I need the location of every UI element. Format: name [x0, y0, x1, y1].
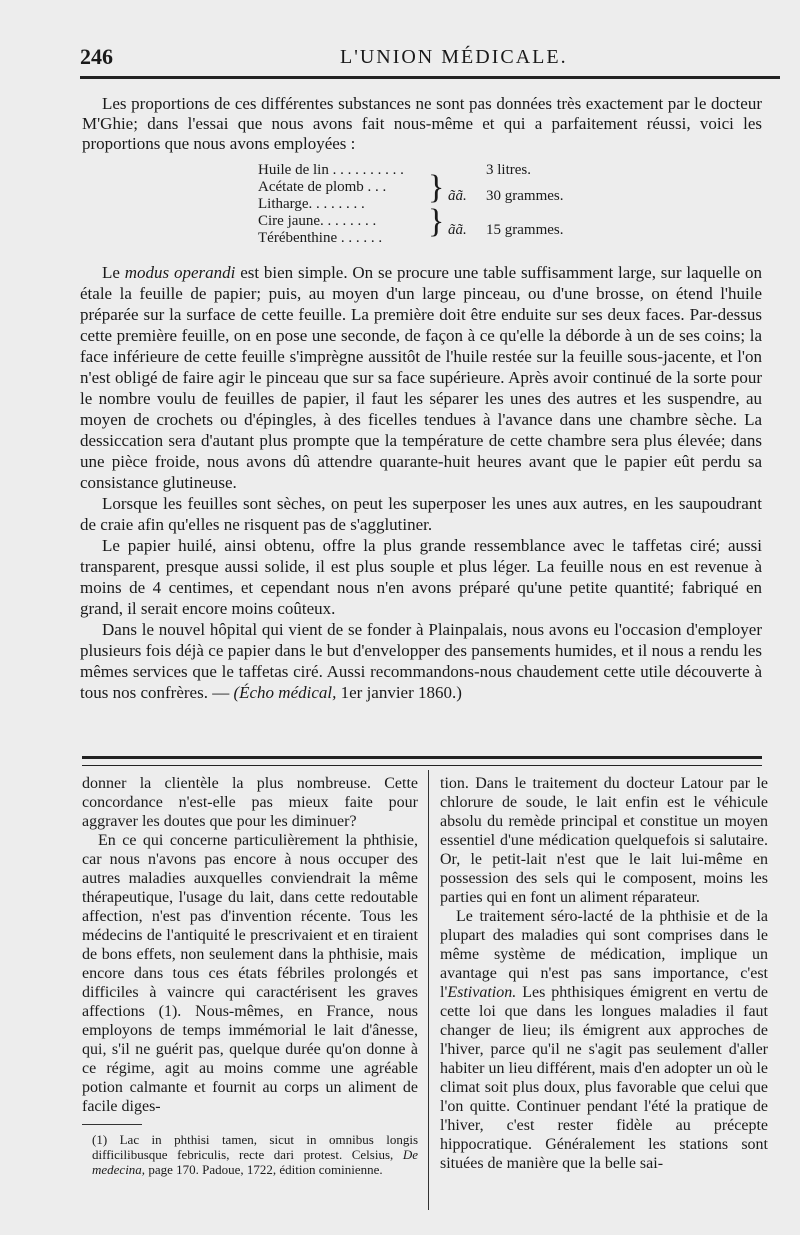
group-quantity: 30 grammes. [486, 188, 564, 204]
paragraph-modus-operandi [80, 262, 762, 493]
article-body [80, 262, 762, 703]
page-header [80, 44, 760, 74]
paragraph-hospital [80, 619, 762, 703]
left-column [82, 774, 418, 1116]
ingredient-label: Térébenthine . . . . . . [258, 230, 383, 246]
text-span: page 170. Padoue, 1722, édition cominienne. [145, 1162, 383, 1177]
right-paragraph-2 [440, 907, 768, 1173]
brace-glyph: } [428, 169, 445, 206]
paragraph-drying: Lorsque les feuilles sont sèches, on peut les superposer les unes aux autres, en les saupoudrant de craie afin qu'elles ne risquent pas de s'agglutiner. [80, 494, 762, 534]
text-span: (1) Lac in phthisi tamen, sicut in omnibus longis difficilibusque febriculis, recte dari protest. Celsius, [92, 1132, 418, 1162]
italic-citation: (Écho médical, [233, 683, 337, 702]
group-quantity: 15 grammes. [486, 222, 564, 238]
left-paragraph-2: En ce qui concerne particulièrement la phthisie, car nous n'avons pas encore à nous occuper des autres maladies auxquelles conviendrait la même thérapeutique, l'usage du lait, dans cette redoutable affection, n'est pas d'invention récente. Tous les médecins de l'antiquité le prescrivaient et en tiraient de bons effets, non seulement dans la phthisie, mais encore dans tous ces états fébriles prolongés et difficiles à vaincre qui caractérisent les graves affections (1). Nous-mêmes, en France, nous employons de temps immémorial le lait d'ânesse, qui, s'il ne guérit pas, quelque durée qu'on donne à ce régime, agit au moins comme une agréable potion calmante et fournit au corps un aliment de facile diges- [82, 832, 418, 1115]
ingredient-label: Litharge. . . . . . . . [258, 196, 365, 212]
group-label: ãã. [448, 188, 467, 204]
ingredient-label: Huile de lin . . . . . . . . . . [258, 162, 404, 178]
group-label: ãã. [448, 222, 467, 238]
italic-term: Estivation. [447, 984, 517, 1001]
footnote-text [92, 1132, 418, 1177]
intro-paragraph [82, 94, 762, 154]
paragraph-result: Le papier huilé, ainsi obtenu, offre la plus grande ressemblance avec le taffetas ciré; aussi transparent, presque aussi solide, il est plus souple et plus léger. La feuille nous en est revenue à moins de 4 centimes, et cependant nous n'en avons préparé qu'une petite quantité; fabriqué en grand, il serait encore moins coûteux. [80, 536, 762, 618]
left-paragraph-1: donner la clientèle la plus nombreuse. Cette concordance n'est-elle pas mieux faite pour aggraver les doutes que pour les diminuer? [82, 775, 418, 830]
column-divider [428, 770, 429, 1210]
text-span: Dans le nouvel hôpital qui vient de se fonder à Plainpalais, nous avons eu l'occasion d'employer plusieurs fois déjà ce papier dans le but d'envelopper des pansements humides, et il nous a rendu les mêmes services que le taffetas ciré. Aussi recommandons-nous chaudement cette utile découverte à tous nos confrères. — [80, 620, 762, 702]
text-span: Le [102, 263, 125, 282]
running-head: L'UNION MÉDICALE. [340, 46, 568, 68]
italic-phrase: modus operandi [124, 263, 236, 282]
ingredient-label: Cire jaune. . . . . . . . [258, 213, 377, 229]
ingredient-quantity: 3 litres. [486, 162, 531, 178]
text-span: Les phthisiques émigrent en vertu de cette loi que dans les longues maladies il faut changer de lieu; ils émigrent aux approches de l'hiver, parce qu'il ne s'agit pas seulement d'aller habiter un lieu différent, mais d'en adopter un où le climat soit plus doux, plus favorable que celui que l'on quitte. Continuer pendant l'été la pratique de l'hiver, c'est rester fidèle au précepte hippocratique. Généralement les stations sont situées de manière que la belle sai- [440, 984, 768, 1172]
section-divider [82, 756, 762, 766]
text-span: est bien simple. On se procure une table suffisamment large, sur laquelle on étale la feuille de papier; puis, au moyen d'un large pinceau, ou d'une brosse, on étend l'huile préparée sur la surface de cette feuille. La première doit être enduite sur ses deux faces. Par-dessus cette première feuille, on en pose une seconde, de façon à ce qu'elle la déborde à un de ses coins; la face inférieure de cette feuille s'imprègne aussitôt de l'huile restée sur la feuille sous-jacente, et l'on n'est obligé de faire agir le pinceau que sur sa face supérieure. Après avoir continué de la sorte pour le nombre voulu de feuilles de papier, il faut les séparer les unes des autres et les suspendre, au moyen de crochets ou d'épingles, à des ficelles tendues à l'avance dans une chambre sèche. La dessiccation sera d'autant plus prompte que la température de cette chambre sera plus élevée; dans une pièce froide, nous avons dû attendre quarante-huit heures avant que le papier eût perdu sa consistance glutineuse. [80, 263, 762, 492]
italic-title: De medecina, [92, 1147, 418, 1177]
brace-glyph: } [428, 203, 445, 240]
header-rule [80, 76, 780, 79]
footnote-rule [82, 1124, 142, 1125]
footnote [92, 1132, 418, 1177]
right-column [440, 774, 768, 1173]
right-paragraph-1: tion. Dans le traitement du docteur Latour par le chlorure de soude, le lait enfin est le véhicule absolu du remède principal et constitue un moyen essentiel d'une médication quelquefois si salutaire. Or, le petit-lait n'est que le lait lui-même en possession des sels qui le composent, moins les parties qui en font un aliment réparateur. [440, 775, 768, 906]
text-span: 1er janvier 1860.) [336, 683, 462, 702]
intro-text: Les proportions de ces différentes substances ne sont pas données très exactement par le docteur M'Ghie; dans l'essai que nous avons fait nous-même et qui a parfaitement réussi, voici les proportions que nous avons employées : [82, 94, 762, 153]
recipe-table [258, 162, 618, 247]
text-span: Le traitement séro-lacté de la phthisie et de la plupart des maladies qui sont comprises dans le même système de médication, implique un avantage qui n'est pas sans importance, c'est l' [440, 908, 768, 1001]
page-number: 246 [80, 44, 113, 69]
ingredient-label: Acétate de plomb . . . [258, 179, 387, 195]
